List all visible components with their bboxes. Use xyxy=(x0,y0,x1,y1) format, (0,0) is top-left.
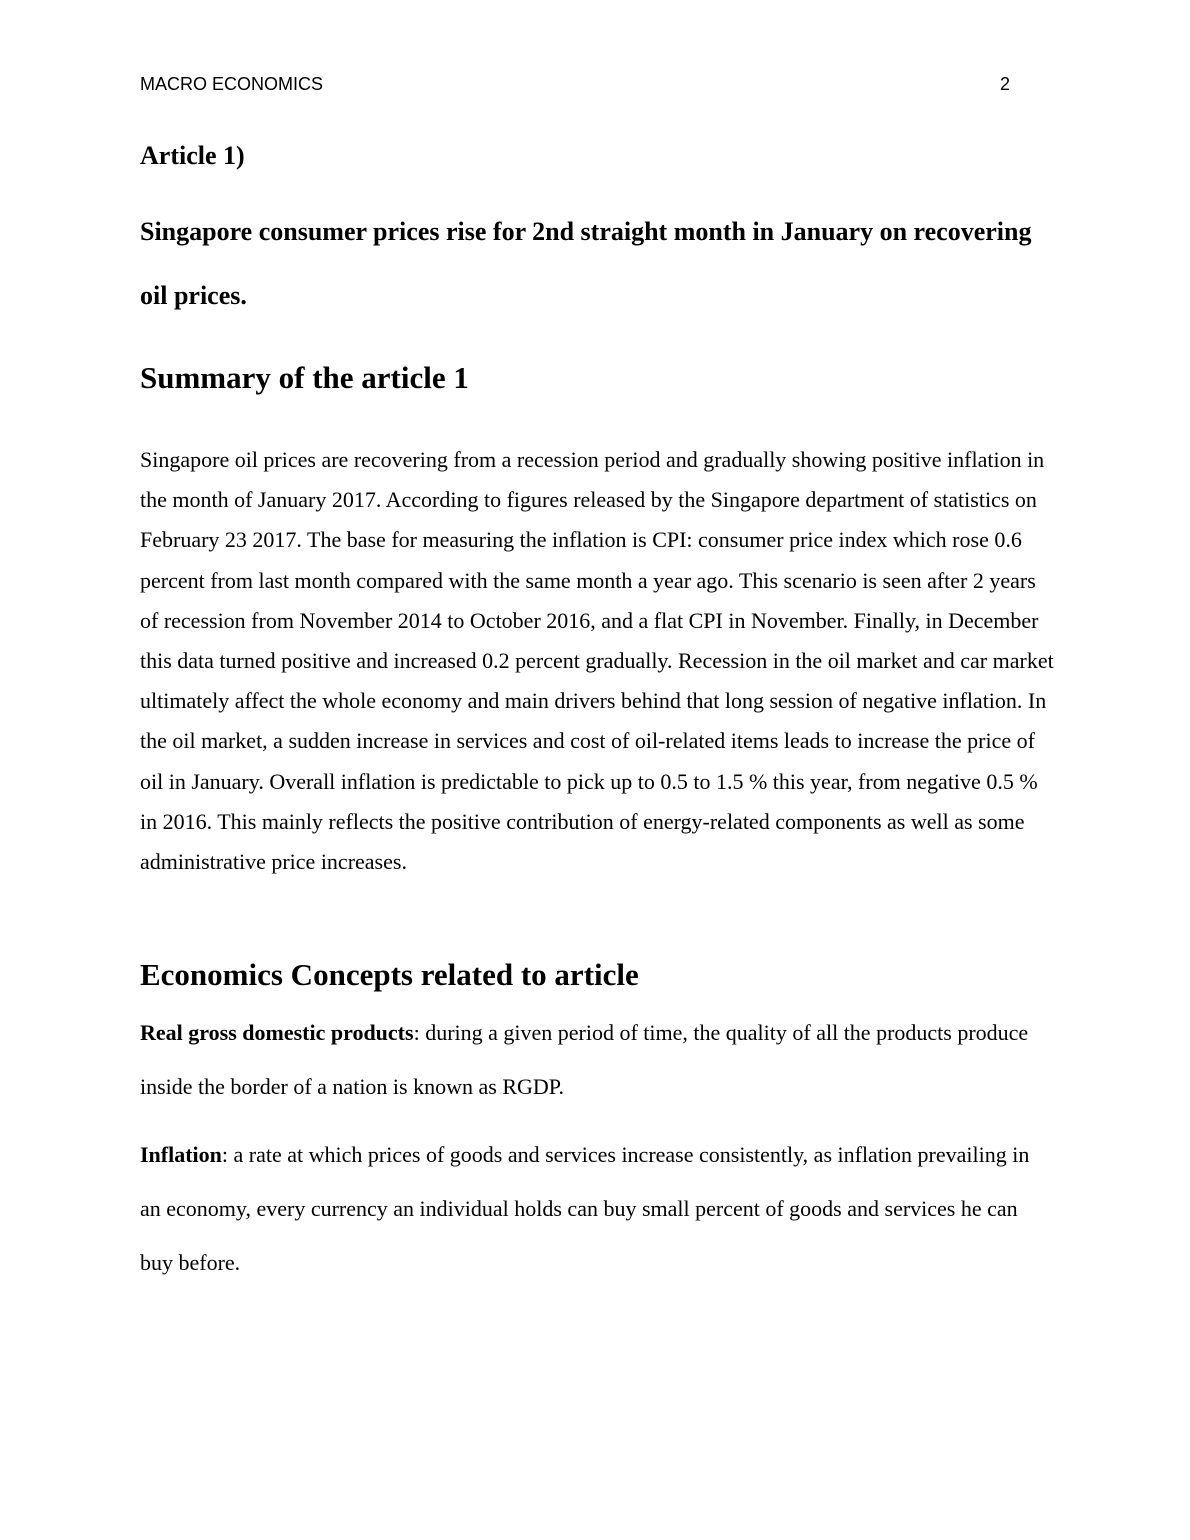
page-number: 2 xyxy=(999,74,1010,94)
concept-definition: : during a given period of time, the quality of all the products produce inside the border of a nation is known as RGDP. xyxy=(140,1020,1029,1099)
concept-inflation-paragraph xyxy=(140,1128,1055,1290)
concepts-heading: Economics Concepts related to article xyxy=(140,957,639,992)
running-header-title: MACRO ECONOMICS xyxy=(140,74,324,94)
summary-paragraph: Singapore oil prices are recovering from a recession period and gradually showing positive inflation in the month of January 2017. According to figures released by the Singapore department of statistics on February 23 2017. The base for measuring the inflation is CPI: consumer price index which rose 0.6 percent from last month compared with the same month a year ago. This scenario is seen after 2 years of recession from November 2014 to October 2016, and a flat CPI in November. Finally, in December this data turned positive and increased 0.2 percent gradually. Recession in the oil market and car market ultimately affect the whole economy and main drivers behind that long session of negative inflation. In the oil market, a sudden increase in services and cost of oil-related items leads to increase the price of oil in January. Overall inflation is predictable to pick up to 0.5 to 1.5 % this year, from negative 0.5 % in 2016. This mainly reflects the positive contribution of energy-related components as well as some administrative price increases. xyxy=(140,447,1054,875)
concept-term: Inflation xyxy=(140,1142,222,1167)
summary-heading: Summary of the article 1 xyxy=(140,360,469,395)
article-title: Singapore consumer prices rise for 2nd straight month in January on recovering oil prices. xyxy=(140,217,1032,310)
article-label: Article 1) xyxy=(140,141,245,170)
concept-definition: : a rate at which prices of goods and services increase consistently, as inflation prevailing in an economy, every currency an individual holds can buy small percent of goods and services he can buy before. xyxy=(140,1142,1030,1275)
concept-rgdp-paragraph xyxy=(140,1006,1055,1114)
concept-term: Real gross domestic products xyxy=(140,1020,414,1045)
